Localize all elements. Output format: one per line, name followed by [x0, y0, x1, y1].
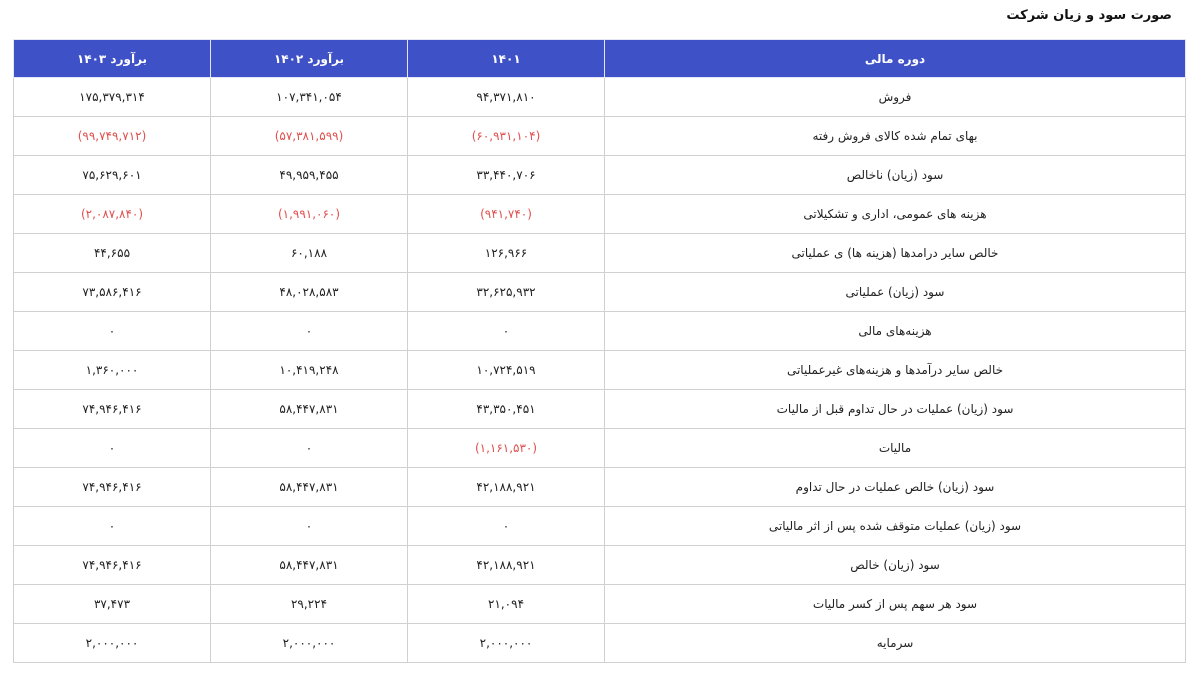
- table-row: [14, 117, 1186, 156]
- row-value: ۵۸,۴۴۷,۸۳۱: [211, 390, 408, 429]
- row-value: ۴۸,۰۲۸,۵۸۳: [211, 273, 408, 312]
- table-row: [14, 156, 1186, 195]
- table-row: [14, 390, 1186, 429]
- row-label: سود (زیان) عملیات در حال تداوم قبل از مالیات: [605, 390, 1186, 429]
- row-label: سود (زیان) عملیات متوقف شده پس از اثر مالیاتی: [605, 507, 1186, 546]
- row-label: سود (زیان) خالص: [605, 546, 1186, 585]
- row-label: هزینه های عمومی، اداری و تشکیلاتی: [605, 195, 1186, 234]
- row-value: ۲۱,۰۹۴: [408, 585, 605, 624]
- table-row: [14, 195, 1186, 234]
- table-row: [14, 429, 1186, 468]
- row-value: ۰: [14, 312, 211, 351]
- table-row: [14, 312, 1186, 351]
- row-value: ۷۴,۹۴۶,۴۱۶: [14, 390, 211, 429]
- table-row: [14, 624, 1186, 663]
- table-row: [14, 78, 1186, 117]
- table-header: [14, 40, 1186, 78]
- row-value: ۰: [211, 507, 408, 546]
- row-value: ۲,۰۰۰,۰۰۰: [408, 624, 605, 663]
- row-value: ۷۳,۵۸۶,۴۱۶: [14, 273, 211, 312]
- row-label: مالیات: [605, 429, 1186, 468]
- row-value: ۵۸,۴۴۷,۸۳۱: [211, 468, 408, 507]
- row-value: (۶۰,۹۳۱,۱۰۴): [408, 117, 605, 156]
- row-label: خالص سایر درامدها (هزینه ها) ی عملیاتی: [605, 234, 1186, 273]
- row-value: ۴۲,۱۸۸,۹۲۱: [408, 468, 605, 507]
- row-value: (۹۹,۷۴۹,۷۱۲): [14, 117, 211, 156]
- page-title: صورت سود و زیان شرکت: [1006, 8, 1172, 23]
- row-value: ۵۸,۴۴۷,۸۳۱: [211, 546, 408, 585]
- row-value: ۷۵,۶۲۹,۶۰۱: [14, 156, 211, 195]
- row-label: سود (زیان) عملیاتی: [605, 273, 1186, 312]
- row-value: ۴۲,۱۸۸,۹۲۱: [408, 546, 605, 585]
- row-value: ۱۲۶,۹۶۶: [408, 234, 605, 273]
- row-value: ۳۲,۶۲۵,۹۳۲: [408, 273, 605, 312]
- row-value: ۰: [14, 507, 211, 546]
- row-value: ۴۳,۳۵۰,۴۵۱: [408, 390, 605, 429]
- row-label: سود هر سهم پس از کسر مالیات: [605, 585, 1186, 624]
- header-period: دوره مالی: [605, 40, 1186, 78]
- income-statement-table: [13, 39, 1186, 663]
- header-1401: ۱۴۰۱: [408, 40, 605, 78]
- table-row: [14, 351, 1186, 390]
- table-row: [14, 234, 1186, 273]
- table-body: [14, 78, 1186, 663]
- row-value: ۴۹,۹۵۹,۴۵۵: [211, 156, 408, 195]
- row-value: ۶۰,۱۸۸: [211, 234, 408, 273]
- row-value: ۰: [408, 507, 605, 546]
- row-value: ۳۳,۴۴۰,۷۰۶: [408, 156, 605, 195]
- row-value: ۱۰,۴۱۹,۲۴۸: [211, 351, 408, 390]
- table-row: [14, 468, 1186, 507]
- row-value: (۱,۱۶۱,۵۳۰): [408, 429, 605, 468]
- row-value: ۳۷,۴۷۳: [14, 585, 211, 624]
- table-row: [14, 273, 1186, 312]
- row-value: ۱۰,۷۲۴,۵۱۹: [408, 351, 605, 390]
- row-value: (۱,۹۹۱,۰۶۰): [211, 195, 408, 234]
- row-value: ۴۴,۶۵۵: [14, 234, 211, 273]
- row-value: ۲,۰۰۰,۰۰۰: [14, 624, 211, 663]
- row-value: ۱,۳۶۰,۰۰۰: [14, 351, 211, 390]
- header-1402: برآورد ۱۴۰۲: [211, 40, 408, 78]
- row-label: خالص سایر درآمدها و هزینه‌های غیرعملیاتی: [605, 351, 1186, 390]
- row-label: سود (زیان) خالص عملیات در حال تداوم: [605, 468, 1186, 507]
- row-value: ۹۴,۳۷۱,۸۱۰: [408, 78, 605, 117]
- row-label: سود (زیان) ناخالص: [605, 156, 1186, 195]
- row-value: ۱۰۷,۳۴۱,۰۵۴: [211, 78, 408, 117]
- row-label: هزینه‌های مالی: [605, 312, 1186, 351]
- header-1403: برآورد ۱۴۰۳: [14, 40, 211, 78]
- table-row: [14, 507, 1186, 546]
- row-value: ۷۴,۹۴۶,۴۱۶: [14, 468, 211, 507]
- row-value: ۰: [408, 312, 605, 351]
- row-value: ۰: [211, 429, 408, 468]
- table-row: [14, 585, 1186, 624]
- row-value: ۲,۰۰۰,۰۰۰: [211, 624, 408, 663]
- header-row: [14, 40, 1186, 78]
- row-value: ۰: [211, 312, 408, 351]
- row-value: ۱۷۵,۳۷۹,۳۱۴: [14, 78, 211, 117]
- row-value: (۵۷,۳۸۱,۵۹۹): [211, 117, 408, 156]
- row-value: ۲۹,۲۲۴: [211, 585, 408, 624]
- row-value: (۲,۰۸۷,۸۴۰): [14, 195, 211, 234]
- row-label: سرمایه: [605, 624, 1186, 663]
- table-row: [14, 546, 1186, 585]
- row-value: ۷۴,۹۴۶,۴۱۶: [14, 546, 211, 585]
- row-label: فروش: [605, 78, 1186, 117]
- row-value: ۰: [14, 429, 211, 468]
- row-value: (۹۴۱,۷۴۰): [408, 195, 605, 234]
- row-label: بهای تمام شده کالای فروش رفته: [605, 117, 1186, 156]
